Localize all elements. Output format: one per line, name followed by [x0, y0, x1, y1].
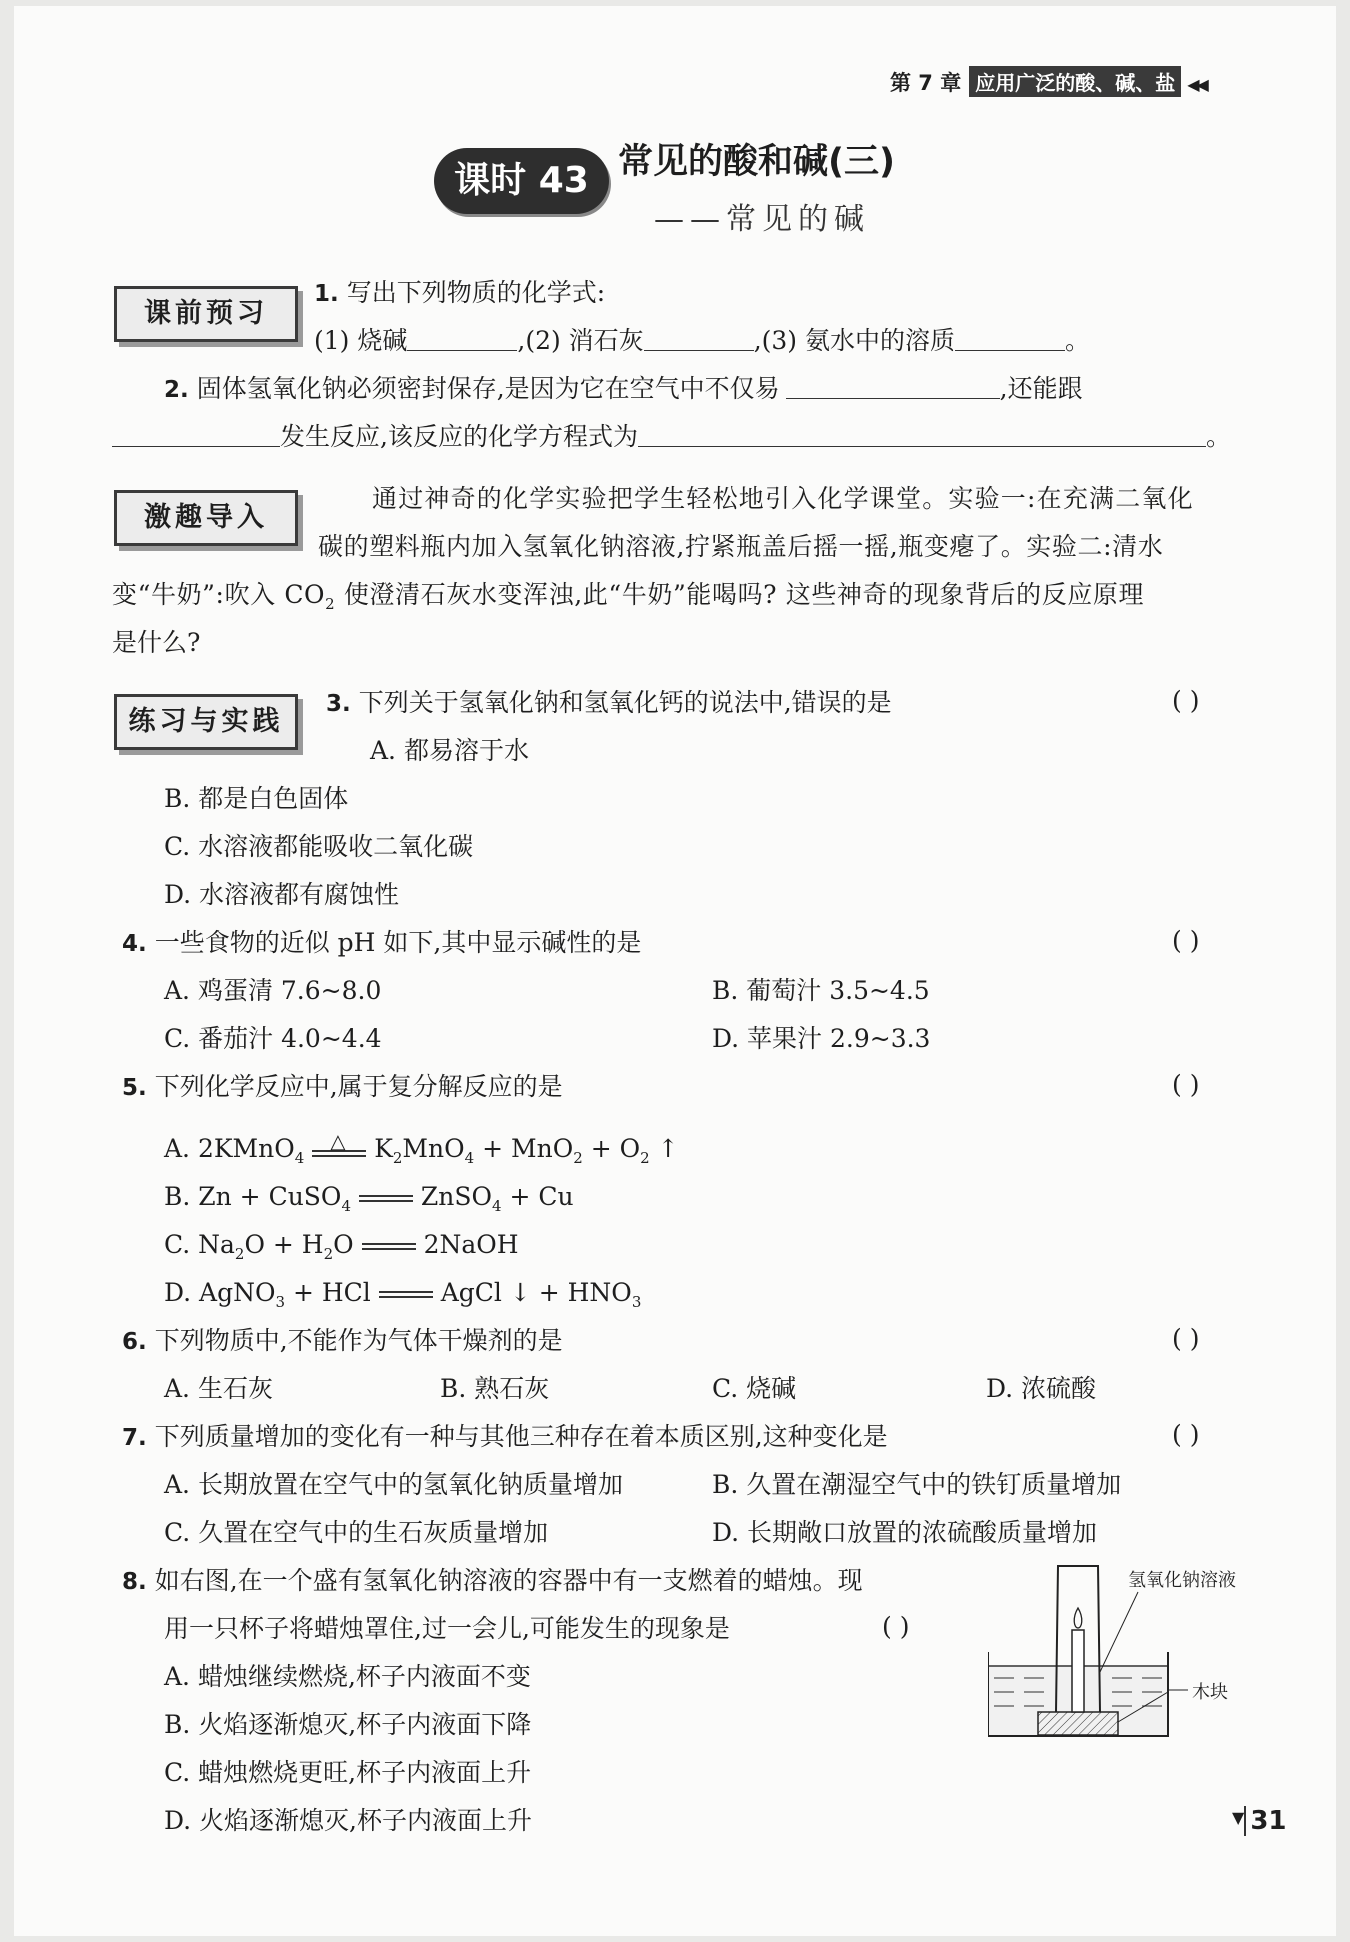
q5-option-a: A. 2KMnO$_4$ △ $K_2MnO_4 + MnO_2 + O_2$ ↑ [164, 1132, 679, 1175]
q4-stem: 4. 一些食物的近似 pH 如下,其中显示碱性的是 [122, 928, 642, 957]
q8-line-1: 8. 如右图,在一个盛有氢氧化钠溶液的容器中有一支燃着的蜡烛。现 [122, 1566, 863, 1595]
intro-line-3: 变“牛奶”:吹入 $CO_2$ 使澄清石灰水变浑浊,此“牛奶”能喝吗? 这些神奇的现象背后的反应原理 [112, 580, 1145, 613]
q5-option-b: B. Zn + CuSO$_4$ ZnSO$_4$ + Cu [164, 1182, 574, 1215]
q1-blanks: (1) 烧碱 ,(2) 消石灰 ,(3) 氨水中的溶质 。 [314, 326, 1091, 355]
figure-label-solution: 氢氧化钠溶液 [1128, 1570, 1236, 1591]
q5-option-c: C. $Na_2O + H_2O$ 2NaOH [164, 1230, 519, 1263]
blank[interactable] [955, 324, 1065, 351]
q2-line1: 2. 固体氢氧化钠必须密封保存,是因为它在空气中不仅易 ,还能跟 [164, 374, 1083, 403]
candle-figure [988, 1562, 1248, 1742]
q3-option-c: C. 水溶液都能吸收二氧化碳 [164, 832, 474, 861]
q2-line2: 发生反应,该反应的化学方程式为 。 [112, 420, 1231, 454]
q6-option-a: A. 生石灰 [164, 1374, 273, 1403]
q5-option-d: D. AgNO$_3$ + HCl AgCl ↓ + $HNO_3$ [164, 1278, 642, 1311]
q3-stem: 3. 下列关于氢氧化钠和氢氧化钙的说法中,错误的是 [326, 688, 892, 717]
lesson-title: 常见的酸和碱(三) [618, 142, 895, 182]
q4-option-a: A. 鸡蛋清 7.6~8.0 [164, 976, 382, 1005]
q8-line-2: 用一只杯子将蜡烛罩住,过一会儿,可能发生的现象是 [164, 1614, 730, 1643]
q8-option-a: A. 蜡烛继续燃烧,杯子内液面不变 [164, 1662, 531, 1691]
answer-paren[interactable]: ( ) [1172, 1324, 1200, 1353]
section-preview: 课前预习 [114, 286, 298, 342]
q3-option-b: B. 都是白色固体 [164, 784, 349, 813]
q4-option-d: D. 苹果汁 2.9~3.3 [712, 1024, 931, 1053]
blank[interactable] [112, 420, 280, 447]
chapter-header [890, 66, 1206, 97]
heat-icon: △ [330, 1129, 346, 1153]
q7-option-d: D. 长期敞口放置的浓硫酸质量增加 [712, 1518, 1098, 1547]
q6-stem: 6. 下列物质中,不能作为气体干燥剂的是 [122, 1326, 563, 1355]
section-practice: 练习与实践 [114, 694, 298, 750]
q7-option-b: B. 久置在潮湿空气中的铁钉质量增加 [712, 1470, 1122, 1499]
q5-stem: 5. 下列化学反应中,属于复分解反应的是 [122, 1072, 563, 1101]
blank[interactable] [407, 324, 517, 351]
q4-option-c: C. 番茄汁 4.0~4.4 [164, 1024, 382, 1053]
chapter-title: 应用广泛的酸、碱、盐 [969, 66, 1181, 97]
blank[interactable] [638, 420, 1206, 447]
q8-option-c: C. 蜡烛燃烧更旺,杯子内液面上升 [164, 1758, 532, 1787]
page-number: ▼ 31 [1232, 1806, 1287, 1836]
answer-paren[interactable]: ( ) [1172, 686, 1200, 715]
q6-option-b: B. 熟石灰 [440, 1374, 550, 1403]
q7-option-c: C. 久置在空气中的生石灰质量增加 [164, 1518, 549, 1547]
equals-sign [379, 1291, 433, 1298]
answer-paren[interactable]: ( ) [1172, 1070, 1200, 1099]
q1-stem: 1. 写出下列物质的化学式: [314, 278, 606, 307]
q6-option-d: D. 浓硫酸 [986, 1374, 1097, 1403]
intro-line-2: 碳的塑料瓶内加入氢氧化钠溶液,拧紧瓶盖后摇一摇,瓶变瘪了。实验二:清水 [318, 532, 1164, 561]
intro-line-4: 是什么? [112, 628, 201, 657]
triangle-icon: ▼ [1232, 1808, 1245, 1827]
lesson-subtitle: ——常见的碱 [654, 202, 870, 237]
section-intro: 激趣导入 [114, 490, 298, 546]
heat-arrow [312, 1129, 366, 1157]
q3-option-a: A. 都易溶于水 [370, 736, 529, 765]
chapter-number: 第 7 章 [890, 71, 962, 95]
answer-paren[interactable]: ( ) [1172, 926, 1200, 955]
equals-sign [359, 1195, 413, 1202]
figure-label-block: 木块 [1192, 1682, 1228, 1703]
page [14, 6, 1336, 1936]
answer-paren[interactable]: ( ) [882, 1612, 910, 1641]
lesson-badge: 课时 43 [434, 148, 609, 214]
q7-option-a: A. 长期放置在空气中的氢氧化钠质量增加 [164, 1470, 623, 1499]
blank[interactable] [786, 372, 1000, 399]
q6-option-c: C. 烧碱 [712, 1374, 797, 1403]
blank[interactable] [644, 324, 754, 351]
q7-stem: 7. 下列质量增加的变化有一种与其他三种存在着本质区别,这种变化是 [122, 1422, 888, 1451]
intro-line-1: 通过神奇的化学实验把学生轻松地引入化学课堂。实验一:在充满二氧化 [372, 484, 1194, 513]
arrows-icon: ◀◀ [1187, 75, 1206, 94]
equals-sign [362, 1243, 416, 1250]
q8-option-d: D. 火焰逐渐熄灭,杯子内液面上升 [164, 1806, 532, 1835]
answer-paren[interactable]: ( ) [1172, 1420, 1200, 1449]
q3-option-d: D. 水溶液都有腐蚀性 [164, 880, 400, 909]
q4-option-b: B. 葡萄汁 3.5~4.5 [712, 976, 930, 1005]
q8-option-b: B. 火焰逐渐熄灭,杯子内液面下降 [164, 1710, 532, 1739]
